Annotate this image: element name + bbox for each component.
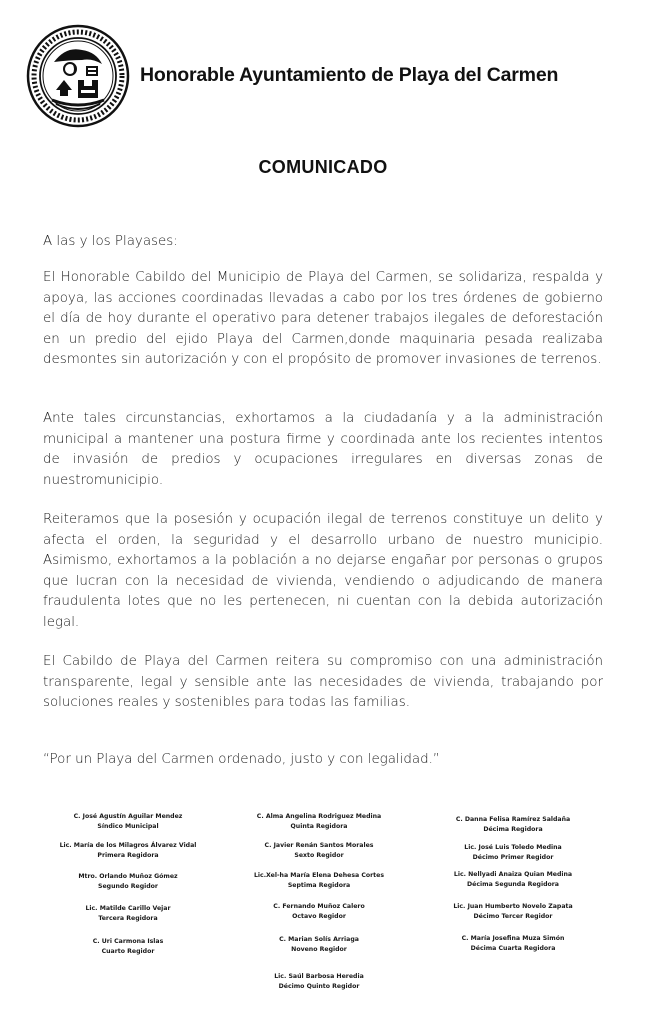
signatory <box>418 843 608 862</box>
signatory <box>224 871 414 890</box>
signatory-name: C. Danna Felisa Ramírez Saldaña <box>455 816 571 823</box>
signatory-role: Noveno Regidor <box>291 945 347 953</box>
signatory-role: Cuarto Regidor <box>101 947 155 955</box>
signatory-role: Décima Regidora <box>483 825 543 833</box>
signatory-role: Octavo Regidor <box>292 912 346 920</box>
paragraph: Reiteramos que la posesión y ocupación ilegal de terrenos constituye un delito y afecta el orden, la seguridad y el desarrollo urbano de nuestro municipio. Asimismo, exhortamos a la población a no dejarse engañar por personas o grupos que lucran con la necesidad de vivienda, vendiendo o adjudicando de manera fraudulenta lotes que no les pertenecen, ni cuentan con la debida autorización legal. <box>43 512 603 630</box>
signatory-role: Sexto Regidor <box>294 851 344 859</box>
signatory-name: Lic. Saúl Barbosa Heredia <box>274 973 364 980</box>
signatory-role: Décima Cuarta Regidora <box>470 944 556 952</box>
municipal-seal-logo <box>26 24 130 128</box>
paragraph: Ante tales circunstancias, exhortamos a la ciudadanía y a la administración municipal a mantener una postura firme y coordinada ante los recientes intentos de invasión de predios y ocupaciones irregulares en diversas zonas de nuestromunicipio. <box>43 411 603 488</box>
signatory-name: C. Javier Renán Santos Morales <box>264 842 374 849</box>
signatory-role: Décimo Primer Regidor <box>472 853 554 861</box>
greeting: A las y los Playases: <box>43 234 178 249</box>
signatory-name: Lic. Nellyadi Anaiza Quian Medina <box>453 871 573 878</box>
signatory <box>224 935 414 954</box>
signatory <box>418 815 608 834</box>
closing-quote: “Por un Playa del Carmen ordenado, justo y con legalidad.” <box>43 752 440 767</box>
signatory <box>224 972 414 991</box>
signatory <box>33 841 223 860</box>
signatory <box>224 902 414 921</box>
signatory <box>224 841 414 860</box>
signatory-role: Décima Segunda Regidora <box>467 880 559 888</box>
signatory-role: Quinta Regidora <box>290 822 348 830</box>
document-title: COMUNICADO <box>258 157 388 177</box>
signatory-name: Lic. Juan Humberto Novelo Zapata <box>453 903 573 910</box>
signatory-role: Septima Regidora <box>287 881 351 889</box>
signatory <box>224 812 414 831</box>
signatory-role: Décimo Quinto Regidor <box>278 982 360 990</box>
signatory-role: Primera Regidora <box>97 851 159 859</box>
signatory <box>33 872 223 891</box>
signatory <box>418 870 608 889</box>
signatory <box>33 904 223 923</box>
paragraph: El Honorable Cabildo del Municipio de Playa del Carmen, se solidariza, respalda y apoya, las acciones coordinadas llevadas a cabo por los tres órdenes de gobierno el día de hoy durante el operativo para detener trabajos ilegales de deforestación en un predio del ejido Playa del Carmen,donde maquinaria pesada realizaba desmontes sin autorización y con el propósito de promover invasiones de terrenos. <box>43 270 603 367</box>
signatory <box>418 902 608 921</box>
signatory-name: Mtro. Orlando Muñoz Gómez <box>78 873 178 880</box>
signatory-name: Lic.Xel-ha María Elena Dehesa Cortes <box>253 872 385 879</box>
signatory-role: Décimo Tercer Regidor <box>473 912 553 920</box>
paragraph: El Cabildo de Playa del Carmen reitera su compromiso con una administración transparente, legal y sensible ante las necesidades de vivienda, trabajando por soluciones reales y sostenibles para todas las familias. <box>43 654 603 710</box>
signatory <box>33 812 223 831</box>
signatory-name: C. Alma Angelina Rodriguez Medina <box>256 813 382 820</box>
signatory-name: C. José Agustín Aguilar Mendez <box>73 813 183 820</box>
signatory-name: C. Marian Solís Arriaga <box>279 936 359 943</box>
signatory-role: Tercera Regidora <box>98 914 158 922</box>
signatory-name: C. Fernando Muñoz Calero <box>273 903 365 910</box>
signatory-name: Lic. Matilde Carillo Vejar <box>85 905 171 912</box>
signatory-name: C. Uri Carmona Islas <box>92 938 164 945</box>
signatory <box>33 937 223 956</box>
signatory-name: C. María Josefina Muza Simón <box>461 935 565 942</box>
signatory-name: Lic. José Luis Toledo Medina <box>464 844 562 851</box>
signatory-role: Segundo Regidor <box>98 882 158 890</box>
signatory-role: Síndico Municipal <box>97 822 159 830</box>
header-title: Honorable Ayuntamiento de Playa del Carmen <box>140 64 559 86</box>
signatory-name: Lic. María de los Milagros Álvarez Vidal <box>59 842 197 849</box>
signatory <box>418 934 608 953</box>
